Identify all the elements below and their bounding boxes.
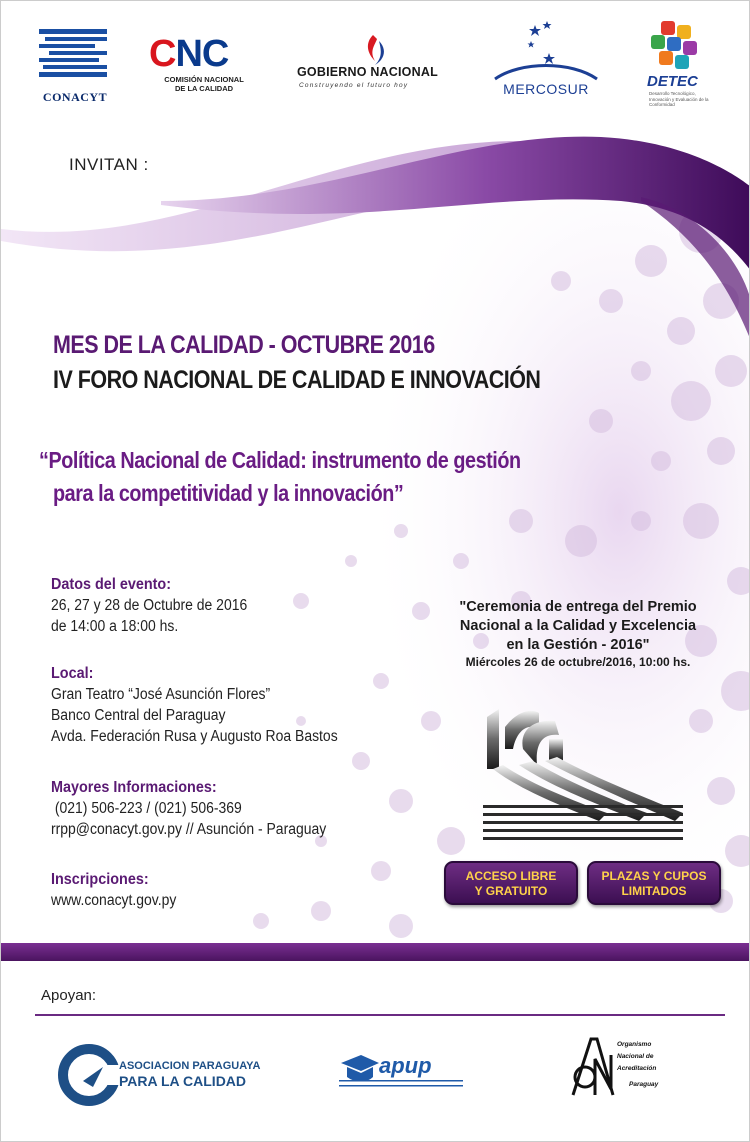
gobierno-name: GOBIERNO NACIONAL (297, 65, 438, 79)
registration-label: Inscripciones: (51, 871, 149, 888)
ona-mark-icon (567, 1033, 617, 1097)
footer-band (1, 943, 750, 961)
apoyan-label: Apoyan: (41, 987, 97, 1004)
cnc-sub-1: COMISIÓN NACIONAL (164, 75, 244, 84)
venue-line-3: Avda. Federación Rusa y Augusto Roa Bastos (51, 728, 338, 745)
event-details (51, 574, 247, 637)
venue-label: Local: (51, 665, 94, 682)
ona-line-3: Acreditación (617, 1065, 657, 1072)
event-registration (51, 869, 176, 911)
event-hours: de 14:00 a 18:00 hs. (51, 618, 179, 635)
app-calidad-line-1: ASOCIACION PARAGUAYA (119, 1060, 261, 1072)
quality-award-logo-icon (479, 709, 691, 841)
headline-forum: IV FORO NACIONAL DE CALIDAD E INNOVACIÓN (53, 366, 541, 394)
apup-underline-icon (339, 1079, 463, 1089)
ceremony-line-2: Nacional a la Calidad y Excelencia (459, 618, 697, 634)
gobierno-slogan: Construyendo el futuro hoy (299, 82, 409, 89)
gobierno-logo (297, 31, 457, 101)
headline-month: MES DE LA CALIDAD - OCTUBRE 2016 (53, 331, 435, 359)
conacyt-bars-icon (39, 29, 107, 83)
app-calidad-logo (57, 1041, 261, 1109)
registration-url[interactable]: www.conacyt.gov.py (51, 892, 177, 909)
free-access-line-2: Y GRATUITO (474, 884, 548, 898)
detec-logo (645, 21, 711, 107)
ona-line-4: Paraguay (629, 1081, 659, 1088)
venue-line-1: Gran Teatro “José Asunción Flores” (51, 686, 271, 703)
apup-logo (339, 1049, 463, 1089)
detec-puzzle-icon (645, 21, 705, 73)
event-dates: 26, 27 y 28 de Octubre de 2016 (51, 597, 248, 614)
cnc-sub-2: DE LA CALIDAD (174, 84, 234, 93)
conacyt-name: CONACYT (42, 90, 108, 104)
app-calidad-ring-icon (57, 1041, 119, 1109)
mercosur-logo (491, 17, 601, 101)
invitan-label: INVITAN : (69, 155, 149, 174)
free-access-line-1: ACCESO LIBRE (465, 869, 557, 883)
limited-seats-line-1: PLAZAS Y CUPOS (601, 869, 707, 883)
apup-name: apup (379, 1053, 432, 1078)
detec-name: DETEC (647, 73, 698, 90)
mercosur-name: MERCOSUR (503, 81, 589, 97)
event-contact (51, 777, 326, 840)
limited-seats-badge (587, 861, 721, 905)
mercosur-stars-icon (491, 17, 601, 81)
conacyt-logo (39, 29, 111, 104)
ona-line-2: Nacional de (617, 1053, 654, 1060)
ona-line-1: Organismo (617, 1041, 652, 1048)
cnc-mark-nc: NC (175, 33, 229, 75)
ceremony-block (437, 598, 719, 670)
event-venue (51, 663, 338, 747)
ona-logo (567, 1033, 673, 1097)
cnc-mark (149, 35, 259, 73)
ceremony-line-1: "Ceremonia de entrega del Premio (459, 599, 697, 615)
contact-label: Mayores Informaciones: (51, 779, 217, 796)
limited-seats-line-2: LIMITADOS (621, 884, 687, 898)
app-calidad-line-2: PARA LA CALIDAD (119, 1073, 247, 1089)
ceremony-date: Miércoles 26 de octubre/2016, 10:00 hs. (465, 655, 691, 669)
contact-email: rrpp@conacyt.gov.py // Asunción - Paraguay (51, 821, 327, 838)
cnc-mark-c: C (149, 33, 176, 75)
contact-phones: (021) 506-223 / (021) 506-369 (51, 800, 242, 817)
quote-line-2: para la competitividad y la innovación” (53, 480, 404, 506)
footer-divider (35, 1014, 725, 1016)
event-details-label: Datos del evento: (51, 576, 172, 593)
free-access-badge (444, 861, 578, 905)
cnc-logo (149, 35, 259, 93)
detec-sub: Desarrollo Tecnológico, Innovación y Evaluación de la Conformidad (649, 91, 709, 107)
ceremony-line-3: en la Gestión - 2016" (506, 637, 650, 653)
venue-line-2: Banco Central del Paraguay (51, 707, 226, 724)
quote-line-1: “Política Nacional de Calidad: instrumento de gestión (39, 447, 521, 473)
